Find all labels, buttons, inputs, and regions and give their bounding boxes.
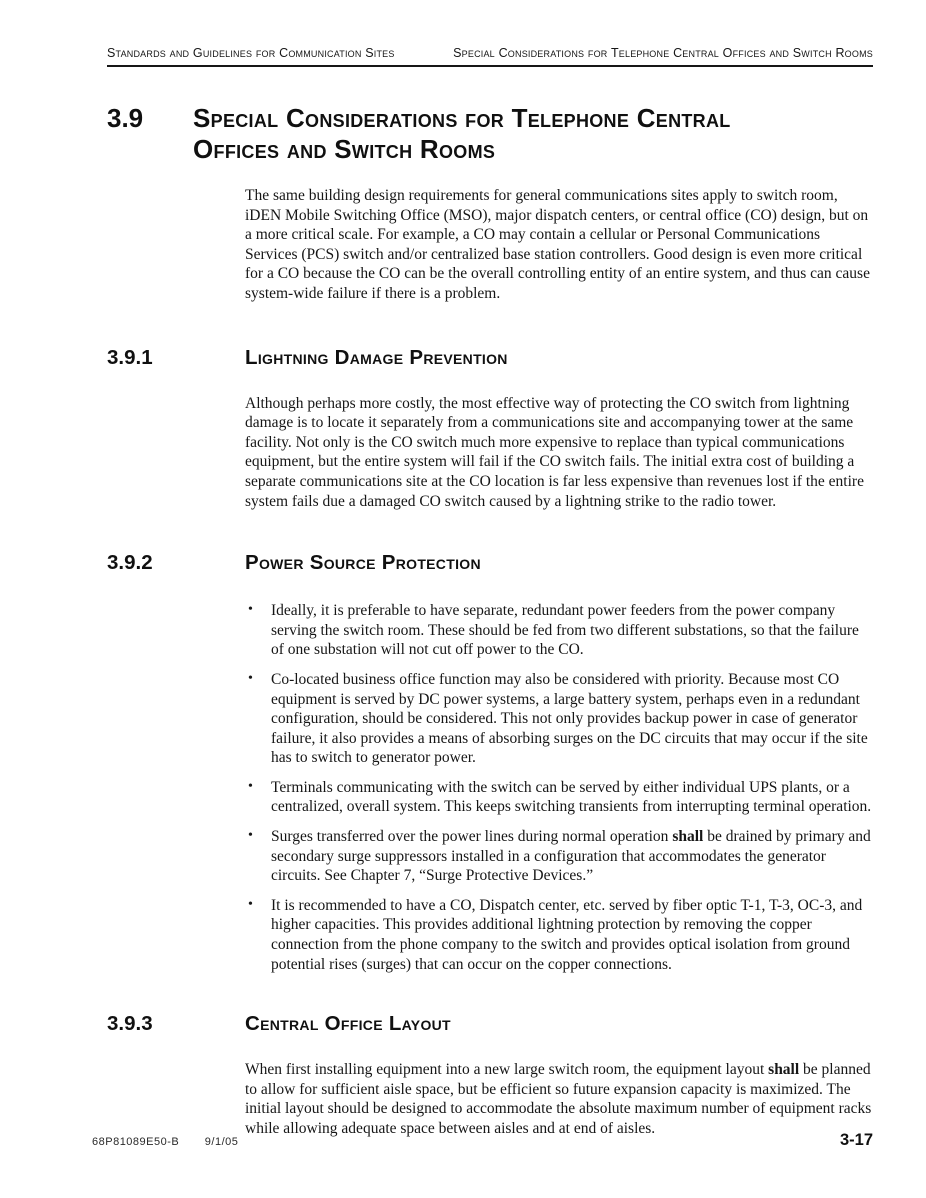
page-number: 3-17 — [839, 1131, 873, 1149]
bullet-icon: • — [248, 896, 253, 912]
list-item — [245, 827, 873, 886]
section-title: Special Considerations for Telephone Central Offices and Switch Rooms — [193, 103, 731, 164]
list-item — [245, 778, 873, 817]
section-title: Power Source Protection — [245, 551, 481, 575]
section-3-9 — [107, 103, 873, 304]
section-number: 3.9.1 — [107, 345, 153, 369]
paragraph: When first installing equipment into a new large switch room, the equipment layout shall be planned to allow for sufficient aisle space, but be efficient so future expansion capacity is maximized. The initial layout should be designed to accommodate the absolute maximum number of equipment racks while allowing adequate space between aisles and at end of aisles. — [245, 1061, 872, 1137]
list-item — [245, 896, 873, 974]
section-number: 3.9 — [107, 103, 144, 133]
section-3-9-3 — [107, 1012, 873, 1138]
section-number: 3.9.2 — [107, 551, 153, 575]
page-header — [107, 0, 873, 67]
section-heading — [107, 551, 873, 575]
list-item-text: Co-located business office function may also be considered with priority. Because most CO equipment is served by DC power systems, a large battery system, perhaps even in a redundant configuration, should be considered. This not only provides backup power in case of generator failure, it also provides a means of absorbing surges on the DC circuits that may occur if the site has to switch to generator power. — [271, 670, 868, 767]
section-heading — [107, 1012, 873, 1036]
list-item-text: Terminals communicating with the switch can be served by either individual UPS plants, or a centralized, overall system. This keeps switching transients from interrupting terminal operation. — [271, 778, 872, 816]
page-footer — [92, 1131, 873, 1150]
section-title: Lightning Damage Prevention — [245, 345, 508, 369]
bullet-icon: • — [248, 778, 253, 794]
section-text — [245, 186, 873, 304]
header-right-title: Special Considerations for Telephone Central Offices and Switch Rooms — [453, 46, 873, 60]
header-left-title: Standards and Guidelines for Communication Sites — [107, 46, 395, 60]
section-text — [245, 394, 873, 512]
page-body — [107, 103, 873, 1139]
section-text — [245, 1060, 873, 1138]
bullet-icon: • — [248, 670, 253, 686]
bullet-icon: • — [248, 602, 253, 618]
list-item — [245, 601, 873, 660]
list-item-text: It is recommended to have a CO, Dispatch center, etc. served by fiber optic T-1, T-3, OC-3, and higher capacities. This provides additional lightning protection by removing the copper connection from the phone company to the switch and provides optical isolation from ground potential rises (surges) that can occur on the copper connections. — [271, 896, 863, 973]
section-heading — [107, 103, 873, 165]
section-heading — [107, 346, 873, 370]
section-number: 3.9.3 — [107, 1012, 153, 1036]
section-text — [245, 601, 873, 974]
bullet-list — [245, 601, 873, 974]
list-item-text: Ideally, it is preferable to have separate, redundant power feeders from the power company serving the switch room. These should be fed from two different substations, so that the failure of one substation will not cut off power to the CO. — [271, 602, 859, 659]
paragraph: Although perhaps more costly, the most effective way of protecting the CO switch from lightning damage is to locate it separately from a communications site and accompanying tower at the same facility. Not only is the CO switch much more expensive to replace than typical communications equipment, but the entire system will fail if the CO switch fails. The initial extra cost of building a separate communications site at the CO location is far less expensive than revenues lost if the entire system fails due a damaged CO switch caused by a lightning strike to the radio tower. — [245, 394, 864, 510]
bullet-icon: • — [248, 828, 253, 844]
section-3-9-2 — [107, 551, 873, 974]
paragraph: The same building design requirements for general communications sites apply to switch room, iDEN Mobile Switching Office (MSO), major dispatch centers, or central office (CO) design, but on a more critical scale. For example, a CO may contain a cellular or Personal Communications Services (PCS) switch and/or centralized base station controllers. Good design is even more critical for a CO because the CO can be the overall controlling entity of an entire system, and thus can cause system-wide failure if there is a problem. — [245, 187, 870, 302]
section-3-9-1 — [107, 346, 873, 512]
list-item — [245, 670, 873, 768]
footer-doc-info — [92, 1136, 238, 1148]
document-number: 68P81089E50-B — [92, 1136, 180, 1148]
section-title: Central Office Layout — [245, 1012, 451, 1036]
document-date: 9/1/05 — [204, 1136, 239, 1148]
list-item-text: Surges transferred over the power lines during normal operation shall be drained by primary and secondary surge suppressors installed in a configuration that accommodates the generator circuits. See Chapter 7, “Surge Protective Devices.” — [271, 828, 871, 885]
